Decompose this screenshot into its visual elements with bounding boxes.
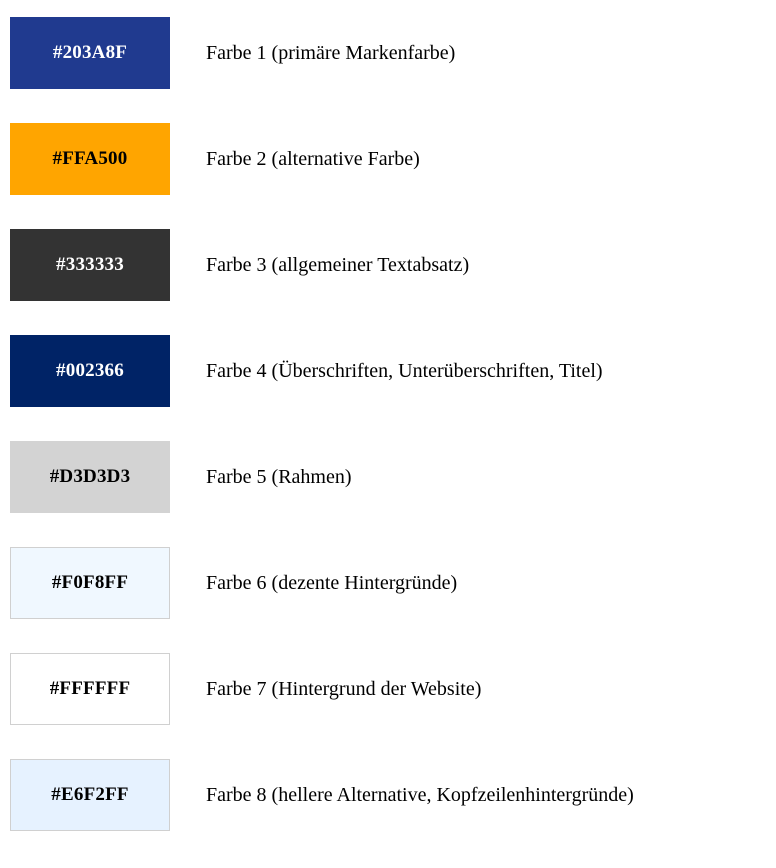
color-hex-label: #203A8F	[52, 42, 128, 63]
color-description: Farbe 3 (allgemeiner Textabsatz)	[206, 254, 470, 276]
color-description: Farbe 7 (Hintergrund der Website)	[206, 678, 482, 700]
color-swatch	[10, 759, 170, 831]
color-description: Farbe 4 (Überschriften, Unterüberschriften, Titel)	[206, 360, 603, 382]
color-hex-label: #333333	[56, 254, 124, 275]
color-description: Farbe 8 (hellere Alternative, Kopfzeilenhintergründe)	[206, 784, 634, 806]
color-hex-label: #FFA500	[52, 148, 128, 169]
color-swatch	[10, 547, 170, 619]
color-description: Farbe 6 (dezente Hintergründe)	[206, 572, 458, 594]
color-hex-label: #D3D3D3	[49, 466, 131, 487]
color-hex-label: #002366	[56, 360, 124, 381]
color-description: Farbe 1 (primäre Markenfarbe)	[206, 42, 456, 64]
palette-row	[0, 0, 776, 106]
color-swatch	[10, 441, 170, 513]
color-swatch	[10, 123, 170, 195]
color-swatch	[10, 653, 170, 725]
color-hex-label: #E6F2FF	[51, 784, 129, 805]
palette-row	[0, 742, 776, 848]
color-hex-label: #F0F8FF	[51, 572, 129, 593]
color-description: Farbe 2 (alternative Farbe)	[206, 148, 420, 170]
color-swatch	[10, 229, 170, 301]
color-swatch	[10, 17, 170, 89]
palette-row	[0, 530, 776, 636]
palette-row	[0, 424, 776, 530]
color-description: Farbe 5 (Rahmen)	[206, 466, 352, 488]
color-swatch	[10, 335, 170, 407]
palette-row	[0, 106, 776, 212]
palette-row	[0, 636, 776, 742]
palette-row	[0, 212, 776, 318]
color-hex-label: #FFFFFF	[49, 678, 131, 699]
palette-row	[0, 318, 776, 424]
